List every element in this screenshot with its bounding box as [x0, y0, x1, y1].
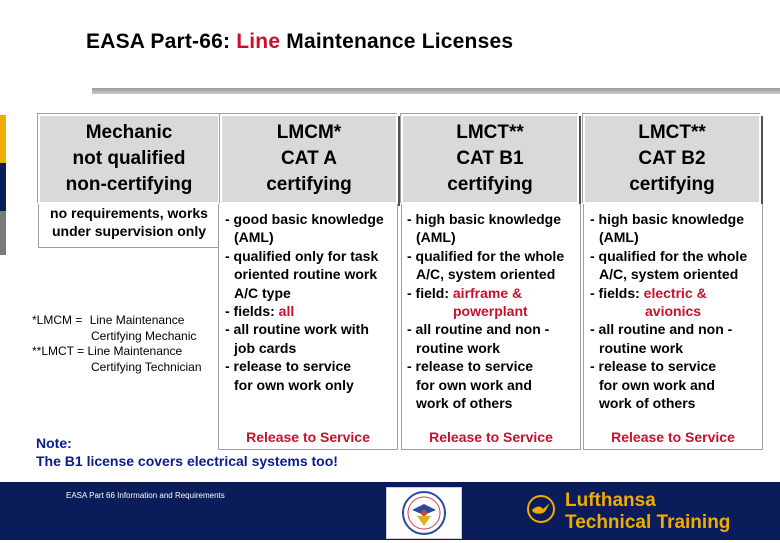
lmcm-item: - good basic knowledge: [225, 211, 384, 227]
lmct-b1-item: A/C, system oriented: [416, 266, 556, 283]
lmcm-item: - qualified only for task: [225, 247, 379, 264]
lmct-b2-item: (AML): [599, 229, 639, 246]
lmcm-item: job cards: [234, 339, 297, 356]
lmcm-field-label: - fields:: [225, 303, 275, 320]
lmct-b1-header-line: certifying: [447, 174, 533, 195]
lmcm-header-line: certifying: [266, 174, 352, 195]
lmct-b2-release-to-service: Release to Service: [611, 429, 735, 445]
lmct-b1-field-label: - field:: [407, 284, 449, 301]
lmct-b2-field-item: [590, 284, 747, 302]
lmct-b1-item: - high basic knowledge: [407, 211, 562, 227]
note-label: Note:: [36, 435, 72, 451]
footer-caption: EASA Part 66 Information and Requirements: [66, 491, 225, 500]
lmct-b2-header-line: certifying: [629, 174, 715, 195]
mechanic-header-line: Mechanic: [85, 122, 173, 143]
lmct-b2-field-value: avionics: [645, 303, 702, 320]
lmcm-item: A/C type: [234, 284, 291, 301]
abbreviation-key: **LMCT =: [32, 344, 85, 358]
lmct-b2-item: - release to service: [590, 358, 717, 375]
abbreviation-definition: Certifying Technician: [91, 359, 202, 374]
lmct-b1-release-to-service: Release to Service: [429, 429, 553, 445]
lmct-b2-item: for own work and: [599, 376, 715, 393]
page-title: [86, 30, 513, 54]
lmcm-header-line: CAT A: [281, 148, 337, 169]
lmct-b1-header-line: LMCT**: [456, 122, 524, 143]
abbreviation-definition: Line Maintenance: [89, 313, 185, 327]
lmct-b1-item: work of others: [416, 395, 513, 412]
lmct-b1-item: - all routine and non -: [407, 321, 550, 338]
lmcm-item: (AML): [234, 229, 274, 246]
note-text: The B1 license covers electrical systems too!: [36, 453, 338, 469]
lmct-b1-header: [401, 114, 579, 204]
mechanic-body-line: no requirements, works: [50, 205, 208, 221]
mechanic-header: [38, 114, 220, 204]
lmct-b1-item: - qualified for the whole: [407, 247, 565, 264]
school-emblem-icon: [386, 487, 462, 539]
lmct-b2-header-line: LMCT**: [638, 122, 706, 143]
mechanic-header-line: non-certifying: [65, 174, 193, 195]
crane-logo-icon: [526, 494, 556, 529]
lmcm-field-item: [225, 302, 384, 320]
mechanic-body: [38, 204, 220, 248]
title-highlight: Line: [236, 30, 281, 53]
lmct-b2-field-label: - fields:: [590, 284, 640, 301]
lmcm-item: oriented routine work: [234, 266, 378, 283]
abbreviation-lmcm: [32, 313, 196, 344]
lmct-b1-item: (AML): [416, 229, 456, 246]
lmcm-item: for own work only: [234, 376, 354, 393]
lmct-b2-item: routine work: [599, 339, 684, 356]
lmct-b1-body: [401, 204, 581, 450]
brand-subtitle: Technical Training: [565, 512, 731, 533]
note: [36, 434, 338, 470]
lmcm-body: [218, 204, 398, 450]
lmct-b2-item: - high basic knowledge: [590, 211, 745, 227]
lmct-b2-item: - all routine and non -: [590, 321, 733, 338]
lmcm-item: - all routine work with: [225, 321, 369, 338]
title-divider: [92, 88, 780, 94]
lmcm-field-value: all: [278, 303, 295, 320]
lmct-b1-field-value: powerplant: [453, 303, 528, 320]
abbreviation-key: *LMCM =: [32, 313, 83, 327]
lmct-b1-field-value: airframe &: [452, 284, 523, 301]
lmct-b1-field-item: [407, 284, 564, 302]
lmct-b1-item: routine work: [416, 339, 501, 356]
abbreviation-lmct: [32, 344, 202, 375]
lmcm-header: [220, 114, 398, 204]
lmct-b1-header-line: CAT B1: [456, 148, 524, 169]
footer-bar: [0, 482, 780, 540]
lmct-b1-item: - release to service: [407, 358, 534, 375]
lmct-b2-item: work of others: [599, 395, 696, 412]
lmcm-header-line: LMCM*: [276, 122, 342, 143]
side-color-bar: [0, 115, 6, 255]
lmcm-release-to-service: Release to Service: [246, 429, 370, 445]
abbreviation-definition: Certifying Mechanic: [91, 328, 197, 343]
lmct-b2-field-value: electric &: [643, 284, 707, 301]
lmct-b2-header-line: CAT B2: [638, 148, 706, 169]
abbreviation-definition: Line Maintenance: [87, 344, 183, 358]
mechanic-body-line: under supervision only: [51, 223, 207, 240]
title-prefix: EASA Part-66:: [86, 30, 231, 53]
lmct-b2-body: [583, 204, 763, 450]
lmct-b2-item: - qualified for the whole: [590, 247, 748, 264]
mechanic-header-line: not qualified: [72, 148, 186, 169]
lmct-b1-item: for own work and: [416, 376, 532, 393]
lmcm-item: - release to service: [225, 358, 352, 375]
lmct-b2-header: [583, 114, 761, 204]
lmct-b2-item: A/C, system oriented: [599, 266, 739, 283]
title-suffix: Maintenance Licenses: [286, 30, 514, 53]
brand-name: Lufthansa: [565, 490, 656, 511]
